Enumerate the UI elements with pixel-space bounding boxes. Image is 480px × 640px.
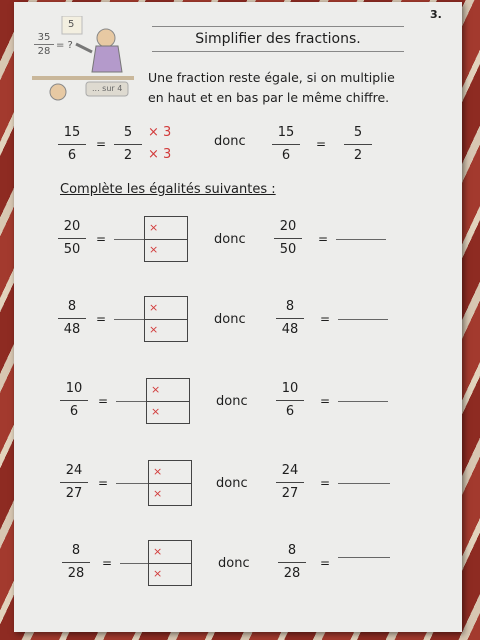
exercise-fraction — [54, 298, 90, 339]
answer-blank[interactable] — [336, 239, 386, 240]
illus-fraction-num: 35 — [37, 32, 51, 43]
instruction-heading: Complète les égalités suivantes : — [60, 182, 276, 197]
intro-line-1: Une fraction reste égale, si on multiplie — [148, 70, 395, 85]
times-mark: × — [149, 221, 159, 234]
answer-blank[interactable] — [338, 319, 388, 320]
illus-fraction-den: 28 — [37, 46, 51, 57]
numerator: 10 — [65, 381, 83, 396]
equals-sign: = — [102, 556, 113, 570]
equals-sign: = — [318, 232, 329, 246]
donc-label: donc — [214, 134, 246, 149]
equals-sign: = — [98, 476, 109, 490]
numerator: 20 — [63, 219, 81, 234]
multiplier-bottom: × 3 — [148, 147, 172, 162]
equals-sign: = — [320, 394, 331, 408]
numerator: 10 — [281, 381, 299, 396]
exercise-fraction-copy — [270, 218, 306, 259]
denominator: 50 — [63, 242, 81, 257]
denominator: 6 — [69, 404, 79, 419]
exercise-fraction — [54, 218, 90, 259]
exercise-fraction-copy — [274, 542, 310, 583]
numerator: 24 — [281, 463, 299, 478]
worksheet-page — [14, 2, 462, 632]
answer-blank[interactable] — [338, 483, 390, 484]
times-mark: × — [149, 323, 159, 336]
denominator: 28 — [283, 566, 301, 581]
exercise-fraction — [56, 380, 92, 421]
equals-sign: = — [96, 312, 107, 326]
denominator: 48 — [63, 322, 81, 337]
denominator: 2 — [123, 148, 133, 163]
denominator: 6 — [281, 148, 291, 163]
times-mark: × — [153, 465, 163, 478]
numerator: 5 — [353, 125, 363, 140]
numerator: 15 — [63, 125, 81, 140]
teacher-illustration — [32, 16, 136, 102]
intro-line-2: en haut et en bas par le même chiffre. — [148, 90, 390, 105]
answer-blank[interactable] — [120, 563, 148, 564]
page-title: Simplifier des fractions. — [152, 26, 404, 52]
example-mid-fraction — [110, 124, 146, 165]
multiplier-box[interactable] — [146, 378, 190, 424]
example-left-fraction — [54, 124, 90, 165]
multiplier-top: × 3 — [148, 125, 172, 140]
answer-blank[interactable] — [338, 401, 388, 402]
answer-blank[interactable] — [116, 483, 148, 484]
illus-tag: ... sur 4 — [92, 84, 123, 93]
denominator: 27 — [65, 486, 83, 501]
numerator: 8 — [67, 299, 77, 314]
donc-label: donc — [214, 312, 246, 327]
exercise-fraction — [58, 542, 94, 583]
numerator: 20 — [279, 219, 297, 234]
equals-sign: = — [96, 232, 107, 246]
donc-label: donc — [218, 556, 250, 571]
times-mark: × — [151, 383, 161, 396]
numerator: 8 — [287, 543, 297, 558]
times-mark: × — [153, 545, 163, 558]
equals-sign: = — [96, 137, 107, 151]
answer-blank[interactable] — [338, 557, 390, 558]
equals-sign: = — [320, 476, 331, 490]
donc-label: donc — [216, 476, 248, 491]
numerator: 8 — [285, 299, 295, 314]
example-result-fraction — [340, 124, 376, 165]
multiplier-box[interactable] — [144, 216, 188, 262]
numerator: 15 — [277, 125, 295, 140]
multiplier-box[interactable] — [148, 460, 192, 506]
exercise-fraction — [56, 462, 92, 503]
times-mark: × — [149, 243, 159, 256]
exercise-fraction-copy — [272, 462, 308, 503]
illus-equals-question: = ? — [56, 40, 73, 51]
numerator: 24 — [65, 463, 83, 478]
denominator: 28 — [67, 566, 85, 581]
intro-text — [148, 68, 395, 108]
donc-label: donc — [216, 394, 248, 409]
denominator: 50 — [279, 242, 297, 257]
times-mark: × — [153, 567, 163, 580]
equals-sign: = — [98, 394, 109, 408]
multiplier-box[interactable] — [144, 296, 188, 342]
answer-blank[interactable] — [114, 319, 144, 320]
denominator: 6 — [67, 148, 77, 163]
equals-sign: = — [320, 312, 331, 326]
illus-answer-num: 5 — [68, 19, 75, 30]
numerator: 8 — [71, 543, 81, 558]
denominator: 27 — [281, 486, 299, 501]
denominator: 48 — [281, 322, 299, 337]
answer-blank[interactable] — [114, 239, 144, 240]
equals-sign: = — [320, 556, 331, 570]
denominator: 2 — [353, 148, 363, 163]
donc-label: donc — [214, 232, 246, 247]
example-right-fraction — [268, 124, 304, 165]
equals-sign: = — [316, 137, 327, 151]
answer-blank[interactable] — [116, 401, 146, 402]
page-number: 3. — [430, 8, 442, 21]
times-mark: × — [151, 405, 161, 418]
numerator: 5 — [123, 125, 133, 140]
example-multipliers — [148, 124, 171, 164]
times-mark: × — [149, 301, 159, 314]
exercise-fraction-copy — [272, 298, 308, 339]
exercise-fraction-copy — [272, 380, 308, 421]
multiplier-box[interactable] — [148, 540, 192, 586]
times-mark: × — [153, 487, 163, 500]
denominator: 6 — [285, 404, 295, 419]
